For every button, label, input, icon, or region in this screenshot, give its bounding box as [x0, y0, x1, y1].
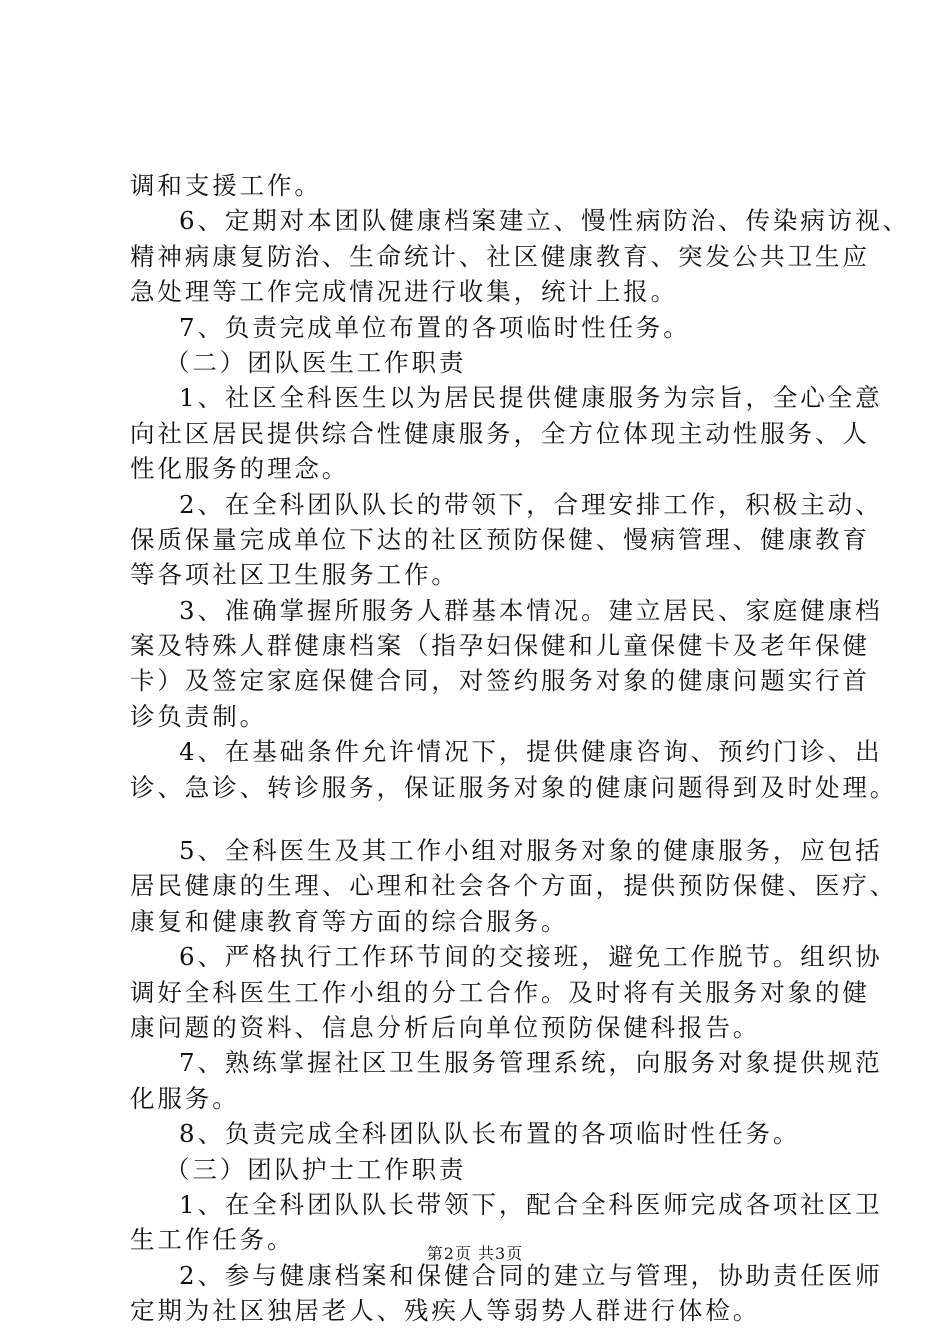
text-line: 化服务。 — [130, 1083, 240, 1113]
text-line: 康问题的资料、信息分析后向单位预防保健科报告。 — [130, 1012, 761, 1042]
text-line: 精神病康复防治、生命统计、社区健康教育、突发公共卫生应 — [130, 241, 870, 271]
text-line: 等各项社区卫生服务工作。 — [130, 560, 459, 590]
text-line: 生工作任务。 — [130, 1225, 295, 1255]
text-line: 8、负责完成全科团队队长布置的各项临时性任务。 — [179, 1119, 801, 1149]
text-line: 调好全科医生工作小组的分工合作。及时将有关服务对象的健 — [130, 977, 870, 1007]
text-line: 居民健康的生理、心理和社会各个方面，提供预防保健、医疗、 — [130, 871, 898, 901]
text-line: 康复和健康教育等方面的综合服务。 — [130, 906, 569, 936]
text-line: 4、在基础条件允许情况下，提供健康咨询、预约门诊、出 — [179, 737, 883, 767]
text-line: 2、在全科团队队长的带领下，合理安排工作，积极主动、 — [179, 489, 883, 519]
text-line: 定期为社区独居老人、残疾人等弱势人群进行体检。 — [130, 1296, 761, 1326]
text-line: 6、定期对本团队健康档案建立、慢性病防治、传染病访视、 — [179, 206, 910, 236]
text-line: 保质保量完成单位下达的社区预防保健、慢病管理、健康教育 — [130, 524, 870, 554]
paragraph-gap — [130, 805, 832, 833]
text-line: 卡）及签定家庭保健合同，对签约服务对象的健康问题实行首 — [130, 666, 870, 696]
text-line: 7、负责完成单位布置的各项临时性任务。 — [179, 312, 691, 342]
text-line: 5、全科医生及其工作小组对服务对象的健康服务，应包括 — [179, 836, 883, 866]
text-line: 诊、急诊、转诊服务，保证服务对象的健康问题得到及时处理。 — [130, 772, 898, 802]
text-line: 调和支援工作。 — [130, 171, 322, 200]
text-line: 1、社区全科医生以为居民提供健康服务为宗旨，全心全意 — [179, 383, 883, 413]
section-heading: （二）团队医生工作职责 — [165, 347, 467, 377]
section-heading: （三）团队护士工作职责 — [165, 1154, 467, 1184]
text-line: 6、严格执行工作环节间的交接班，避免工作脱节。组织协 — [179, 942, 883, 972]
page-number-footer: 第2页 共3页 — [426, 1244, 524, 1263]
text-line: 性化服务的理念。 — [130, 454, 350, 484]
text-line: 2、参与健康档案和保健合同的建立与管理，协助责任医师 — [179, 1260, 883, 1290]
text-line: 向社区居民提供综合性健康服务，全方位体现主动性服务、人 — [130, 418, 870, 448]
text-line: 1、在全科团队队长带领下，配合全科医师完成各项社区卫 — [179, 1189, 883, 1219]
text-line: 3、准确掌握所服务人群基本情况。建立居民、家庭健康档 — [179, 595, 883, 625]
text-line: 案及特殊人群健康档案（指孕妇保健和儿童保健卡及老年保健 — [130, 631, 870, 661]
text-line: 诊负责制。 — [130, 701, 267, 731]
document-body — [130, 168, 910, 1329]
text-line: 急处理等工作完成情况进行收集，统计上报。 — [130, 277, 678, 307]
text-line: 7、熟练掌握社区卫生服务管理系统，向服务对象提供规范 — [179, 1048, 883, 1078]
